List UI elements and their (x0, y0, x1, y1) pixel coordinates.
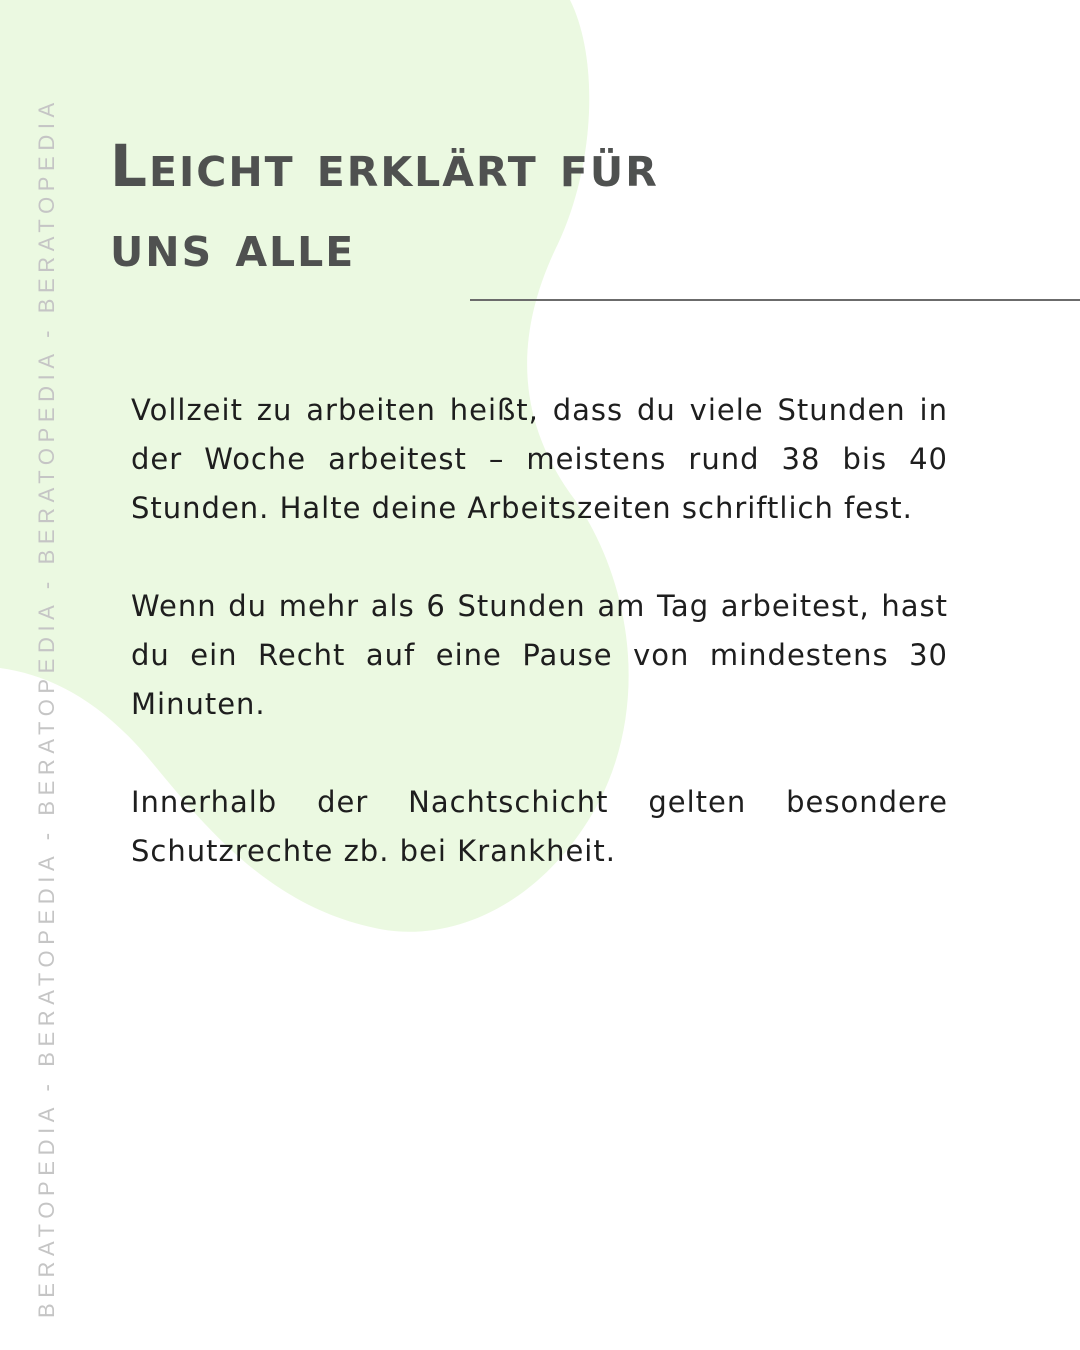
title-initial: L (110, 132, 149, 200)
paragraph-fulltime-hours: Vollzeit zu arbeiten heißt, dass du viele Stunden in der Woche arbeitest – meistens rund 38 bis 40 Stunden. Halte deine Arbeitszeiten schriftlich fest. (131, 393, 948, 525)
title-line-2: uns alle (110, 212, 356, 280)
title-line-1 (110, 126, 659, 206)
page-title (110, 126, 659, 286)
title-line-1-rest: eicht erklärt für (148, 132, 659, 200)
title-divider-line (470, 299, 1080, 301)
body-text (131, 386, 948, 925)
paragraph-break-rights: Wenn du mehr als 6 Stunden am Tag arbeitest, hast du ein Recht auf eine Pause von mindestens 30 Minuten. (131, 589, 948, 721)
paragraph-night-shift: Innerhalb der Nachtschicht gelten besondere Schutzrechte zb. bei Krankheit. (131, 785, 948, 868)
side-watermark-text: BERATOPEDIA - BERATOPEDIA - BERATOPEDIA - BERATOPEDIA - BERATOPEDIA (34, 97, 59, 1318)
